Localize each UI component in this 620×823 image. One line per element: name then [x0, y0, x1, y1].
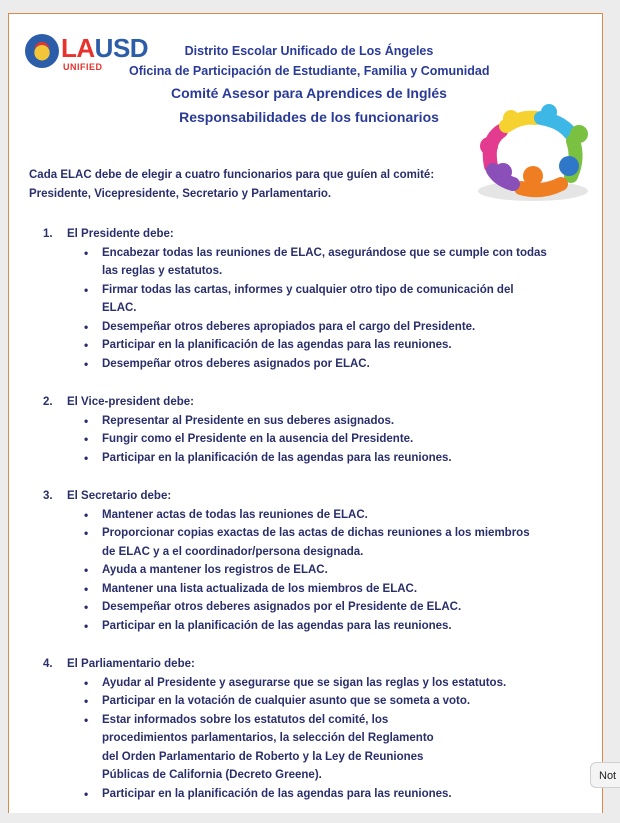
officer-section — [29, 225, 584, 373]
officer-sections — [29, 225, 584, 803]
bullet-icon: • — [84, 356, 89, 371]
bullet-icon: • — [84, 581, 89, 596]
duty-line: Desempeñar otros deberes asignados por ELAC. — [102, 357, 370, 370]
duty-line: Públicas de California (Decreto Greene). — [102, 769, 322, 781]
section-number: 4. — [43, 658, 53, 670]
duty-line: ELAC. — [102, 302, 137, 314]
duty-item — [84, 430, 584, 449]
section-number: 2. — [43, 396, 53, 408]
duty-line: Ayuda a mantener los registros de ELAC. — [102, 564, 328, 576]
bullet-icon: • — [84, 432, 89, 446]
logo-word-right: USD — [94, 33, 149, 63]
duty-line: Representar al Presidente en sus deberes asignados. — [102, 414, 395, 427]
duty-line: Ayudar al Presidente y asegurarse que se sigan las reglas y los estatutos. — [102, 676, 507, 689]
logo-word-left: LA — [61, 33, 95, 63]
office-name: Oficina de Participación de Estudiante, Familia y Comunidad — [129, 64, 490, 78]
duty-line: Desempeñar otros deberes asignados por el Presidente de ELAC. — [102, 601, 462, 613]
committee-name: Comité Asesor para Aprendices de Inglés — [171, 85, 447, 101]
section-number: 3. — [43, 490, 53, 502]
duty-item — [84, 412, 584, 431]
duty-item — [84, 506, 584, 525]
duty-list — [29, 674, 584, 804]
duty-item — [84, 336, 584, 355]
duty-line: Firmar todas las cartas, informes y cualquier otro tipo de comunicación del — [102, 283, 514, 296]
section-heading: El Secretario debe: — [67, 490, 172, 502]
section-title — [29, 393, 584, 412]
duty-item — [84, 449, 584, 468]
duty-item — [84, 355, 584, 374]
section-number: 1. — [43, 228, 53, 240]
bullet-icon: • — [84, 563, 89, 577]
bullet-icon: • — [84, 600, 89, 614]
document-page — [8, 13, 603, 813]
intro-line: Cada ELAC debe de elegir a cuatro funcionarios para que guíen al comité: — [29, 169, 435, 181]
duty-line: Encabezar todas las reuniones de ELAC, asegurándose que se cumple con todas — [102, 246, 547, 259]
bullet-icon: • — [84, 526, 89, 540]
duty-line: procedimientos parlamentarios, la selección del Reglamento — [102, 732, 434, 744]
duty-line: Participar en la votación de cualquier asunto que se someta a voto. — [102, 695, 471, 707]
duty-list — [29, 412, 584, 468]
duty-line: Participar en la planificación de las agendas para las reuniones. — [102, 619, 452, 632]
bullet-icon: • — [84, 413, 89, 428]
document-title: Responsabilidades de los funcionarios — [179, 109, 439, 125]
duty-item — [84, 617, 584, 636]
bullet-icon: • — [84, 712, 89, 727]
duty-item — [84, 244, 584, 281]
duty-item — [84, 580, 584, 599]
bullet-icon: • — [84, 450, 89, 465]
intro-line: Presidente, Vicepresidente, Secretario y Parlamentario. — [29, 187, 332, 200]
bullet-icon: • — [84, 338, 89, 352]
section-heading: El Vice-president debe: — [67, 396, 194, 408]
duty-line: Mantener actas de todas las reuniones de ELAC. — [102, 508, 368, 521]
duty-item — [84, 598, 584, 617]
officer-section — [29, 655, 584, 803]
section-title — [29, 655, 584, 674]
duty-item — [84, 711, 584, 785]
notes-tab[interactable]: Not — [590, 762, 620, 788]
bullet-icon: • — [84, 319, 89, 334]
duty-item — [84, 318, 584, 337]
bullet-icon: • — [84, 618, 89, 633]
duty-line: las reglas y estatutos. — [102, 265, 223, 277]
duty-line: Desempeñar otros deberes apropiados para el cargo del Presidente. — [102, 320, 476, 333]
logo-subtitle: UNIFIED — [63, 62, 103, 72]
bullet-icon: • — [84, 245, 89, 260]
duty-line: Estar informados sobre los estatutos del comité, los — [102, 713, 389, 726]
bullet-icon: • — [84, 282, 89, 297]
district-name: Distrito Escolar Unificado de Los Ángeles — [184, 44, 434, 58]
bullet-icon: • — [84, 694, 89, 708]
duty-item — [84, 692, 584, 711]
duty-item — [84, 524, 584, 561]
officer-section — [29, 487, 584, 635]
duty-line: Fungir como el Presidente en la ausencia del Presidente. — [102, 433, 414, 445]
duty-line: Participar en la planificación de las agendas para las reuniones. — [102, 787, 452, 800]
section-title — [29, 487, 584, 506]
section-title — [29, 225, 584, 244]
section-heading: El Parliamentario debe: — [67, 658, 195, 670]
duty-item — [84, 785, 584, 804]
lausd-seal-icon — [25, 34, 59, 68]
duty-line: del Orden Parlamentario de Roberto y la Ley de Reuniones — [102, 750, 424, 763]
intro-paragraph — [29, 166, 584, 203]
bullet-icon: • — [84, 507, 89, 522]
duty-item — [84, 674, 584, 693]
duty-line: de ELAC y a el coordinador/persona designada. — [102, 545, 364, 558]
bullet-icon: • — [84, 786, 89, 801]
bullet-icon: • — [84, 675, 89, 690]
duty-line: Mantener una lista actualizada de los miembros de ELAC. — [102, 582, 418, 595]
logo-wordmark — [61, 34, 148, 62]
duty-item — [84, 281, 584, 318]
duty-item — [84, 561, 584, 580]
duty-line: Participar en la planificación de las agendas para las reuniones. — [102, 339, 452, 351]
duty-list — [29, 244, 584, 374]
duty-list — [29, 506, 584, 636]
duty-line: Proporcionar copias exactas de las actas de dichas reuniones a los miembros — [102, 527, 530, 539]
section-heading: El Presidente debe: — [67, 228, 174, 240]
document-body — [29, 166, 584, 823]
officer-section — [29, 393, 584, 467]
duty-line: Participar en la planificación de las agendas para las reuniones. — [102, 451, 452, 464]
